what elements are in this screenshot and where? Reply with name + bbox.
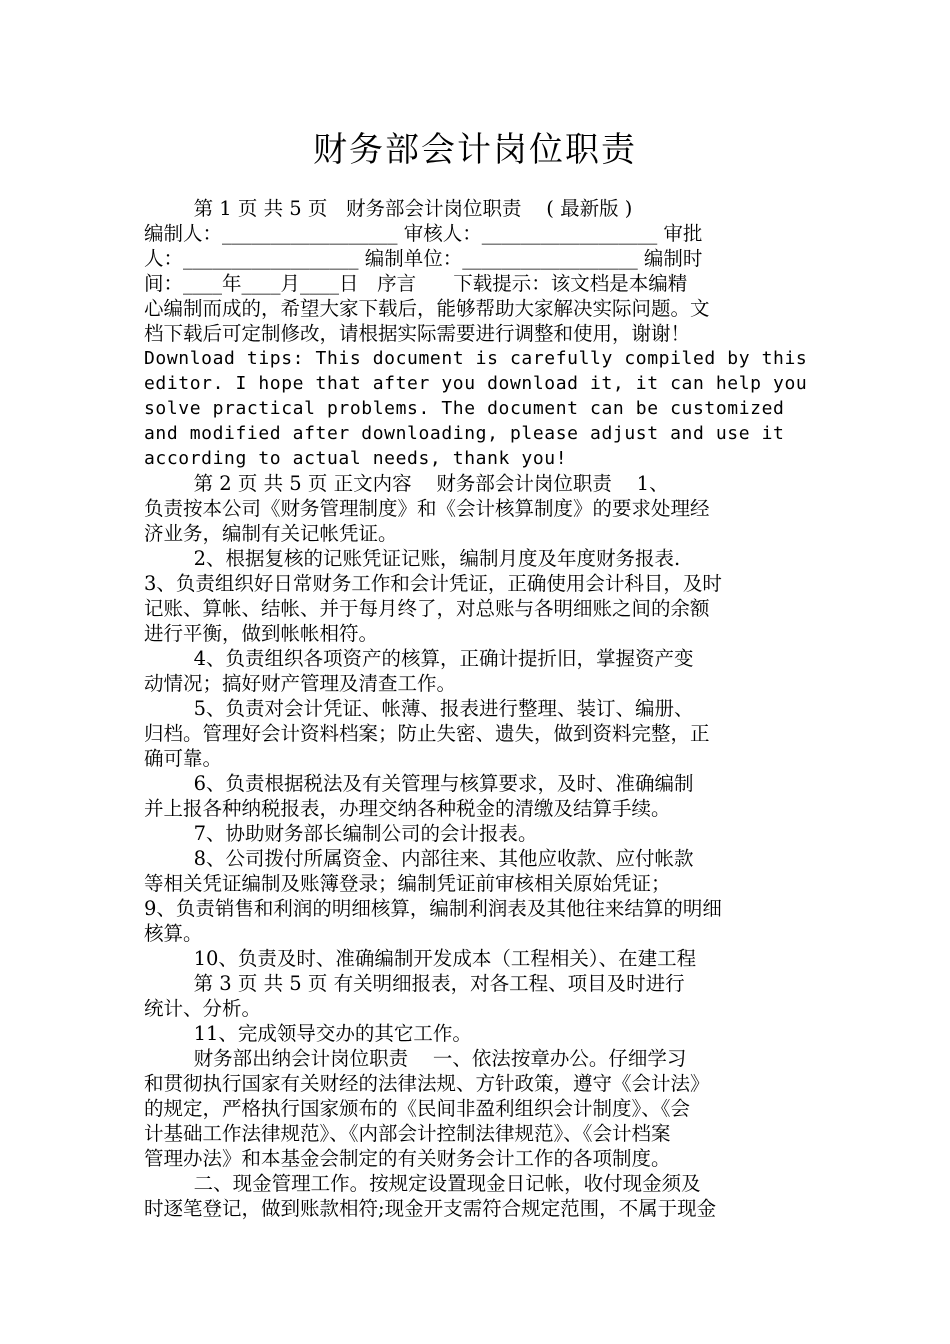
text-line: 第 2 页 共 5 页 正文内容 财务部会计岗位职责 1、: [144, 472, 669, 495]
text-line: 济业务，编制有关记帐凭证。: [144, 522, 398, 545]
text-line: 记账、算帐、结帐、并于每月终了，对总账与各明细账之间的余额: [144, 597, 710, 620]
text-line: Download tips: This document is carefully compiled by this: [144, 348, 808, 369]
text-line: 计基础工作法律规范》、《内部会计控制法律规范》、《会计档案: [144, 1122, 671, 1145]
text-line: 时逐笔登记，做到账款相符;现金开支需符合规定范围，不属于现金: [144, 1197, 717, 1220]
text-line: 间：____年____月____日 序言 下载提示：该文档是本编精: [144, 272, 688, 295]
text-line: editor. I hope that after you download it, it can help you: [144, 373, 808, 394]
text-line: 管理办法》和本基金会制定的有关财务会计工作的各项制度。: [144, 1147, 671, 1170]
text-line: 第 3 页 共 5 页 有关明细报表，对各工程、项目及时进行: [144, 972, 685, 995]
text-line: 并上报各种纳税报表，办理交纳各种税金的清缴及结算手续。: [144, 797, 671, 820]
text-line: 11、完成领导交办的其它工作。: [144, 1022, 472, 1045]
text-line: 7、协助财务部长编制公司的会计报表。: [144, 822, 538, 845]
text-line: 归档。管理好会计资料档案；防止失密、遗失，做到资料完整，正: [144, 722, 710, 745]
text-line: 6、负责根据税法及有关管理与核算要求，及时、准确编制: [144, 772, 694, 795]
text-line: 负责按本公司《财务管理制度》和《会计核算制度》的要求处理经: [144, 497, 710, 520]
text-line: 进行平衡，做到帐帐相符。: [144, 622, 379, 645]
text-line: 统计、分析。: [144, 997, 262, 1020]
text-line: 二、现金管理工作。按规定设置现金日记帐，收付现金须及: [144, 1172, 701, 1195]
document-title: 财务部会计岗位职责: [313, 130, 637, 170]
text-line: 动情况；搞好财产管理及清查工作。: [144, 672, 457, 695]
text-line: 等相关凭证编制及账簿登录；编制凭证前审核相关原始凭证；: [144, 872, 671, 895]
text-line: 8、公司拨付所属资金、内部往来、其他应收款、应付帐款: [144, 847, 694, 870]
text-line: 和贯彻执行国家有关财经的法律法规、方针政策，遵守《会计法》: [144, 1072, 710, 1095]
text-line: 核算。: [144, 922, 203, 945]
text-line: 人：__________________ 编制单位：__________________ 编制时: [144, 247, 703, 270]
document-body: [144, 196, 808, 1221]
text-line: 档下载后可定制修改，请根据实际需要进行调整和使用，谢谢！: [144, 322, 691, 345]
text-line: 财务部出纳会计岗位职责 一、依法按章办公。仔细学习: [144, 1047, 687, 1070]
text-line: 2、根据复核的记账凭证记账，编制月度及年度财务报表.: [144, 547, 681, 570]
text-line: 确可靠。: [144, 747, 223, 770]
text-line: 5、负责对会计凭证、帐薄、报表进行整理、装订、编册、: [144, 697, 694, 720]
text-line: 3、负责组织好日常财务工作和会计凭证，正确使用会计科目，及时: [144, 572, 722, 595]
text-line: according to actual needs, thank you!: [144, 448, 568, 469]
text-line: solve practical problems. The document can be customized: [144, 398, 785, 419]
text-line: 10、负责及时、准确编制开发成本（工程相关）、在建工程: [144, 947, 697, 970]
text-line: 心编制而成的，希望大家下载后，能够帮助大家解决实际问题。文: [144, 297, 710, 320]
text-line: 编制人：__________________ 审核人：__________________ 审批: [144, 222, 703, 245]
text-line: 第 1 页 共 5 页 财务部会计岗位职责 ( 最新版 ): [144, 197, 633, 220]
text-line: 9、负责销售和利润的明细核算，编制利润表及其他往来结算的明细: [144, 897, 722, 920]
text-line: 4、负责组织各项资产的核算，正确计提折旧，掌握资产变: [144, 647, 694, 670]
text-line: and modified after downloading, please adjust and use it: [144, 423, 785, 444]
text-line: 的规定，严格执行国家颁布的《民间非盈利组织会计制度》、《会: [144, 1097, 691, 1120]
